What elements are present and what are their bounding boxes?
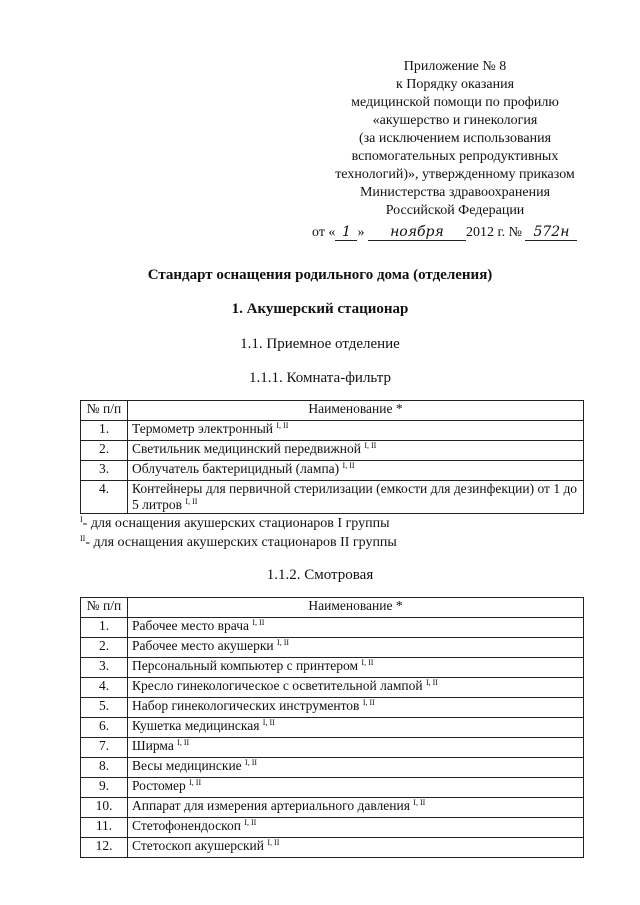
table-row [81, 441, 584, 461]
item-name: Термометр электронный [132, 421, 273, 436]
equipment-table-filter-room [80, 400, 584, 514]
footnote-marker: II [80, 534, 86, 543]
equipment-table-exam-room [80, 597, 584, 858]
appendix-line: Министерства здравоохранения [359, 185, 551, 200]
item-name-cell [128, 778, 584, 798]
appendix-line: медицинской помощи по профилю [351, 95, 559, 110]
footnote-marker: I [80, 515, 83, 524]
footnotes [80, 514, 397, 552]
group-marker: I, II [177, 738, 190, 747]
section-heading: 1. Акушерский стационар [231, 301, 409, 317]
row-number: 6. [81, 718, 128, 738]
date-mid: » [357, 225, 365, 240]
order-date-line [312, 224, 577, 241]
group-marker: I, II [342, 461, 355, 470]
item-name: Весы медицинские [132, 758, 242, 773]
table-header-row [81, 401, 584, 421]
item-name-cell [128, 481, 584, 514]
table-row [81, 778, 584, 798]
row-number: 3. [81, 461, 128, 481]
item-name: Светильник медицинский передвижной [132, 441, 361, 456]
group-marker: I, II [252, 618, 265, 627]
item-name-cell [128, 698, 584, 718]
row-number: 5. [81, 698, 128, 718]
item-name-cell [128, 818, 584, 838]
item-name-cell [128, 718, 584, 738]
row-number: 10. [81, 798, 128, 818]
item-name: Рабочее место акушерки [132, 638, 274, 653]
item-name-cell [128, 441, 584, 461]
group-marker: I, II [262, 718, 275, 727]
item-name-cell [128, 658, 584, 678]
table-row [81, 838, 584, 858]
group-marker: I, II [244, 818, 257, 827]
column-header-name: Наименование * [128, 401, 584, 421]
item-name: Облучатель бактерицидный (лампа) [132, 461, 340, 476]
table-row [81, 421, 584, 441]
row-number: 2. [81, 638, 128, 658]
table-row [81, 618, 584, 638]
item-name-cell [128, 678, 584, 698]
table-row [81, 798, 584, 818]
appendix-line: Приложение № 8 [403, 59, 507, 74]
row-number: 12. [81, 838, 128, 858]
group-marker: I, II [185, 497, 198, 506]
item-name: Аппарат для измерения артериального давления [132, 798, 410, 813]
table-row [81, 638, 584, 658]
row-number: 1. [81, 618, 128, 638]
item-name: Стетоскоп акушерский [132, 838, 264, 853]
table-header-row [81, 598, 584, 618]
row-number: 3. [81, 658, 128, 678]
item-name: Набор гинекологических инструментов [132, 698, 360, 713]
row-number: 4. [81, 678, 128, 698]
item-name-cell [128, 838, 584, 858]
group-marker: I, II [362, 698, 375, 707]
item-name: Кресло гинекологическое с осветительной лампой [132, 678, 423, 693]
appendix-line: Российской Федерации [385, 203, 525, 218]
column-header-number: № п/п [81, 401, 128, 421]
group-marker: I, II [267, 838, 280, 847]
appendix-line: (за исключением использования [358, 131, 552, 146]
footnote-text: - для оснащения акушерских стационаров I группы [82, 516, 390, 531]
row-number: 7. [81, 738, 128, 758]
item-name: Персональный компьютер с принтером [132, 658, 359, 673]
document-title: Стандарт оснащения родильного дома (отделения) [147, 267, 493, 283]
column-header-name: Наименование * [128, 598, 584, 618]
table-row [81, 818, 584, 838]
row-number: 1. [81, 421, 128, 441]
row-number: 8. [81, 758, 128, 778]
item-name-cell [128, 738, 584, 758]
group-marker: I, II [364, 441, 377, 450]
table-row [81, 758, 584, 778]
appendix-line: технологий)», утвержденному приказом [335, 167, 575, 182]
subsection-heading: 1.1. Приемное отделение [240, 336, 400, 352]
group-marker: I, II [413, 798, 426, 807]
item-name: Рабочее место врача [132, 618, 249, 633]
handwritten-month: ноября [368, 224, 466, 241]
table-row [81, 678, 584, 698]
table-row [81, 738, 584, 758]
table-row [81, 718, 584, 738]
item-name: Кушетка медицинская [132, 718, 260, 733]
table-row [81, 461, 584, 481]
item-name: Контейнеры для первичной стерилизации (емкости для дезинфекции) от 1 до 5 литров [132, 481, 578, 512]
handwritten-day: 1 [335, 224, 357, 241]
row-number: 2. [81, 441, 128, 461]
row-number: 4. [81, 481, 128, 514]
item-name: Ростомер [132, 778, 186, 793]
group-marker: I, II [361, 658, 374, 667]
appendix-line: вспомогательных репродуктивных [351, 149, 559, 164]
item-name-cell [128, 461, 584, 481]
group-marker: I, II [276, 421, 289, 430]
table-row [81, 658, 584, 678]
appendix-line: к Порядку оказания [395, 77, 515, 92]
item-name: Ширма [132, 738, 174, 753]
handwritten-order-number: 572н [525, 224, 577, 241]
date-year: 2012 г. № [465, 225, 522, 240]
footnote [80, 533, 397, 552]
date-prefix: от « [312, 225, 336, 240]
table-row [81, 481, 584, 514]
group-marker: I, II [189, 778, 202, 787]
column-header-number: № п/п [81, 598, 128, 618]
subsubsection-heading: 1.1.1. Комната-фильтр [249, 370, 391, 386]
item-name-cell [128, 798, 584, 818]
group-marker: I, II [425, 678, 438, 687]
row-number: 11. [81, 818, 128, 838]
appendix-line: «акушерство и гинекология [372, 113, 538, 128]
subsubsection-heading-2: 1.1.2. Смотровая [266, 567, 374, 583]
item-name-cell [128, 758, 584, 778]
item-name-cell [128, 421, 584, 441]
footnote-text: - для оснащения акушерских стационаров II группы [85, 535, 397, 550]
appendix-header [300, 58, 610, 220]
item-name: Стетофонендоскоп [132, 818, 241, 833]
row-number: 9. [81, 778, 128, 798]
item-name-cell [128, 618, 584, 638]
group-marker: I, II [245, 758, 258, 767]
group-marker: I, II [277, 638, 290, 647]
footnote [80, 514, 397, 533]
table-row [81, 698, 584, 718]
item-name-cell [128, 638, 584, 658]
